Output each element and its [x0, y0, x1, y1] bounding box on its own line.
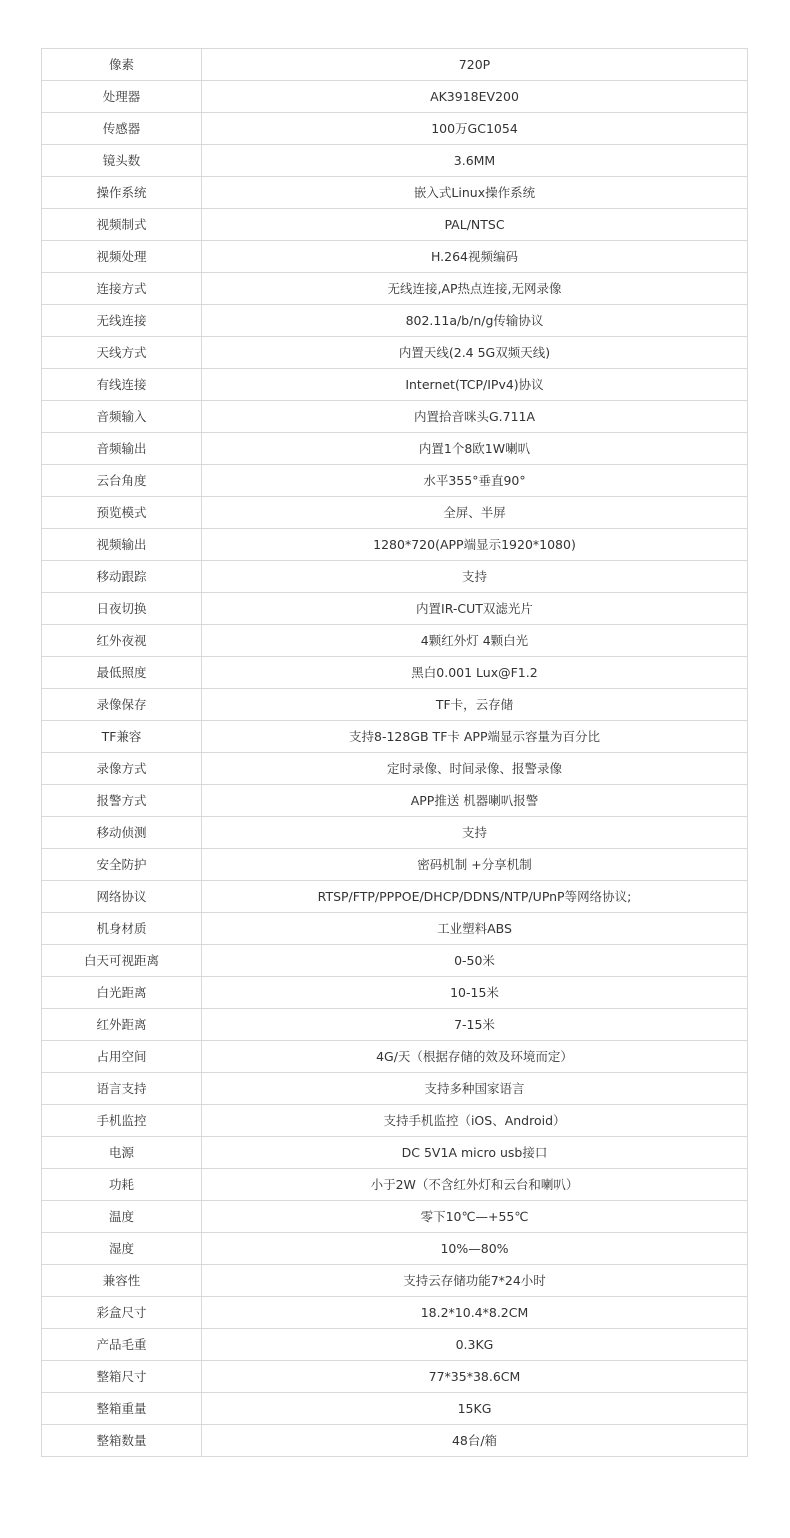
- table-row: [42, 209, 748, 241]
- spec-value: 零下10℃—+55℃: [202, 1201, 748, 1233]
- spec-value: 工业塑料ABS: [202, 913, 748, 945]
- spec-value: 支持多种国家语言: [202, 1073, 748, 1105]
- spec-label: 无线连接: [42, 305, 202, 337]
- table-row: [42, 1201, 748, 1233]
- spec-value: PAL/NTSC: [202, 209, 748, 241]
- table-row: [42, 657, 748, 689]
- spec-label: 整箱尺寸: [42, 1361, 202, 1393]
- table-row: [42, 497, 748, 529]
- table-row: [42, 1265, 748, 1297]
- spec-label: 视频制式: [42, 209, 202, 241]
- spec-label: 有线连接: [42, 369, 202, 401]
- spec-label: 镜头数: [42, 145, 202, 177]
- table-row: [42, 945, 748, 977]
- spec-value: Internet(TCP/IPv4)协议: [202, 369, 748, 401]
- table-row: [42, 1041, 748, 1073]
- table-row: [42, 593, 748, 625]
- table-row: [42, 433, 748, 465]
- spec-label: 传感器: [42, 113, 202, 145]
- spec-label: 白光距离: [42, 977, 202, 1009]
- spec-label: 占用空间: [42, 1041, 202, 1073]
- spec-value: H.264视频编码: [202, 241, 748, 273]
- spec-value: DC 5V1A micro usb接口: [202, 1137, 748, 1169]
- spec-value: 内置1个8欧1W喇叭: [202, 433, 748, 465]
- spec-value: 小于2W（不含红外灯和云台和喇叭）: [202, 1169, 748, 1201]
- spec-label: 产品毛重: [42, 1329, 202, 1361]
- spec-value: 0-50米: [202, 945, 748, 977]
- table-row: [42, 913, 748, 945]
- table-row: [42, 145, 748, 177]
- table-row: [42, 81, 748, 113]
- table-row: [42, 1329, 748, 1361]
- table-row: [42, 241, 748, 273]
- spec-value: 水平355°垂直90°: [202, 465, 748, 497]
- table-row: [42, 465, 748, 497]
- spec-value: 4G/天（根据存储的效及环境而定）: [202, 1041, 748, 1073]
- table-row: [42, 977, 748, 1009]
- spec-value: 10-15米: [202, 977, 748, 1009]
- table-row: [42, 1137, 748, 1169]
- table-row: [42, 113, 748, 145]
- table-row: [42, 177, 748, 209]
- spec-value: 支持8-128GB TF卡 APP端显示容量为百分比: [202, 721, 748, 753]
- spec-label: 连接方式: [42, 273, 202, 305]
- spec-label: 云台角度: [42, 465, 202, 497]
- spec-label: 彩盒尺寸: [42, 1297, 202, 1329]
- table-row: [42, 273, 748, 305]
- spec-value: 内置IR-CUT双滤光片: [202, 593, 748, 625]
- spec-value: 密码机制 +分享机制: [202, 849, 748, 881]
- table-row: [42, 689, 748, 721]
- spec-value: RTSP/FTP/PPPOE/DHCP/DDNS/NTP/UPnP等网络协议;: [202, 881, 748, 913]
- spec-label: 预览模式: [42, 497, 202, 529]
- spec-label: 电源: [42, 1137, 202, 1169]
- spec-label: 处理器: [42, 81, 202, 113]
- spec-value: 720P: [202, 49, 748, 81]
- table-row: [42, 1233, 748, 1265]
- spec-label: 温度: [42, 1201, 202, 1233]
- spec-label: 视频处理: [42, 241, 202, 273]
- spec-value: 15KG: [202, 1393, 748, 1425]
- spec-value: 支持: [202, 561, 748, 593]
- spec-value: TF卡，云存储: [202, 689, 748, 721]
- table-row: [42, 1169, 748, 1201]
- table-row: [42, 369, 748, 401]
- spec-value: AK3918EV200: [202, 81, 748, 113]
- table-row: [42, 817, 748, 849]
- spec-label: 兼容性: [42, 1265, 202, 1297]
- table-row: [42, 1425, 748, 1457]
- spec-value: 77*35*38.6CM: [202, 1361, 748, 1393]
- spec-value: 全屏、半屏: [202, 497, 748, 529]
- spec-value: APP推送 机器喇叭报警: [202, 785, 748, 817]
- table-row: [42, 49, 748, 81]
- spec-value: 黑白0.001 Lux@F1.2: [202, 657, 748, 689]
- table-row: [42, 625, 748, 657]
- spec-label: 视频输出: [42, 529, 202, 561]
- table-row: [42, 561, 748, 593]
- spec-label: 机身材质: [42, 913, 202, 945]
- table-row: [42, 1105, 748, 1137]
- spec-value: 18.2*10.4*8.2CM: [202, 1297, 748, 1329]
- spec-value: 10%—80%: [202, 1233, 748, 1265]
- spec-value: 1280*720(APP端显示1920*1080): [202, 529, 748, 561]
- spec-value: 3.6MM: [202, 145, 748, 177]
- spec-label: 录像保存: [42, 689, 202, 721]
- spec-label: 白天可视距离: [42, 945, 202, 977]
- spec-value: 48台/箱: [202, 1425, 748, 1457]
- spec-label: 报警方式: [42, 785, 202, 817]
- spec-value: 支持云存储功能7*24小时: [202, 1265, 748, 1297]
- table-row: [42, 849, 748, 881]
- spec-value: 7-15米: [202, 1009, 748, 1041]
- table-row: [42, 1073, 748, 1105]
- spec-label: 网络协议: [42, 881, 202, 913]
- spec-label: 湿度: [42, 1233, 202, 1265]
- spec-label: 红外夜视: [42, 625, 202, 657]
- spec-value: 内置天线(2.4 5G双频天线): [202, 337, 748, 369]
- spec-label: 整箱重量: [42, 1393, 202, 1425]
- table-row: [42, 1393, 748, 1425]
- spec-label: 手机监控: [42, 1105, 202, 1137]
- spec-label: 像素: [42, 49, 202, 81]
- table-row: [42, 785, 748, 817]
- spec-label: 录像方式: [42, 753, 202, 785]
- table-row: [42, 1361, 748, 1393]
- spec-value: 802.11a/b/n/g传输协议: [202, 305, 748, 337]
- spec-value: 定时录像、时间录像、报警录像: [202, 753, 748, 785]
- spec-value: 4颗红外灯 4颗白光: [202, 625, 748, 657]
- spec-label: 天线方式: [42, 337, 202, 369]
- spec-label: 功耗: [42, 1169, 202, 1201]
- table-row: [42, 305, 748, 337]
- spec-label: 移动侦测: [42, 817, 202, 849]
- table-row: [42, 529, 748, 561]
- spec-label: 移动跟踪: [42, 561, 202, 593]
- spec-label: 音频输入: [42, 401, 202, 433]
- table-row: [42, 721, 748, 753]
- table-row: [42, 1297, 748, 1329]
- spec-label: 音频输出: [42, 433, 202, 465]
- spec-label: 操作系统: [42, 177, 202, 209]
- spec-value: 内置拾音咪头G.711A: [202, 401, 748, 433]
- spec-table: [41, 48, 748, 1457]
- spec-label: 日夜切换: [42, 593, 202, 625]
- spec-label: 语言支持: [42, 1073, 202, 1105]
- table-row: [42, 401, 748, 433]
- spec-value: 无线连接,AP热点连接,无网录像: [202, 273, 748, 305]
- spec-label: 红外距离: [42, 1009, 202, 1041]
- spec-value: 支持手机监控（iOS、Android）: [202, 1105, 748, 1137]
- spec-label: 安全防护: [42, 849, 202, 881]
- table-row: [42, 753, 748, 785]
- spec-label: TF兼容: [42, 721, 202, 753]
- spec-value: 嵌入式Linux操作系统: [202, 177, 748, 209]
- spec-value: 100万GC1054: [202, 113, 748, 145]
- spec-table-body: [42, 49, 748, 1457]
- spec-value: 支持: [202, 817, 748, 849]
- spec-label: 整箱数量: [42, 1425, 202, 1457]
- table-row: [42, 337, 748, 369]
- table-row: [42, 1009, 748, 1041]
- spec-value: 0.3KG: [202, 1329, 748, 1361]
- spec-label: 最低照度: [42, 657, 202, 689]
- table-row: [42, 881, 748, 913]
